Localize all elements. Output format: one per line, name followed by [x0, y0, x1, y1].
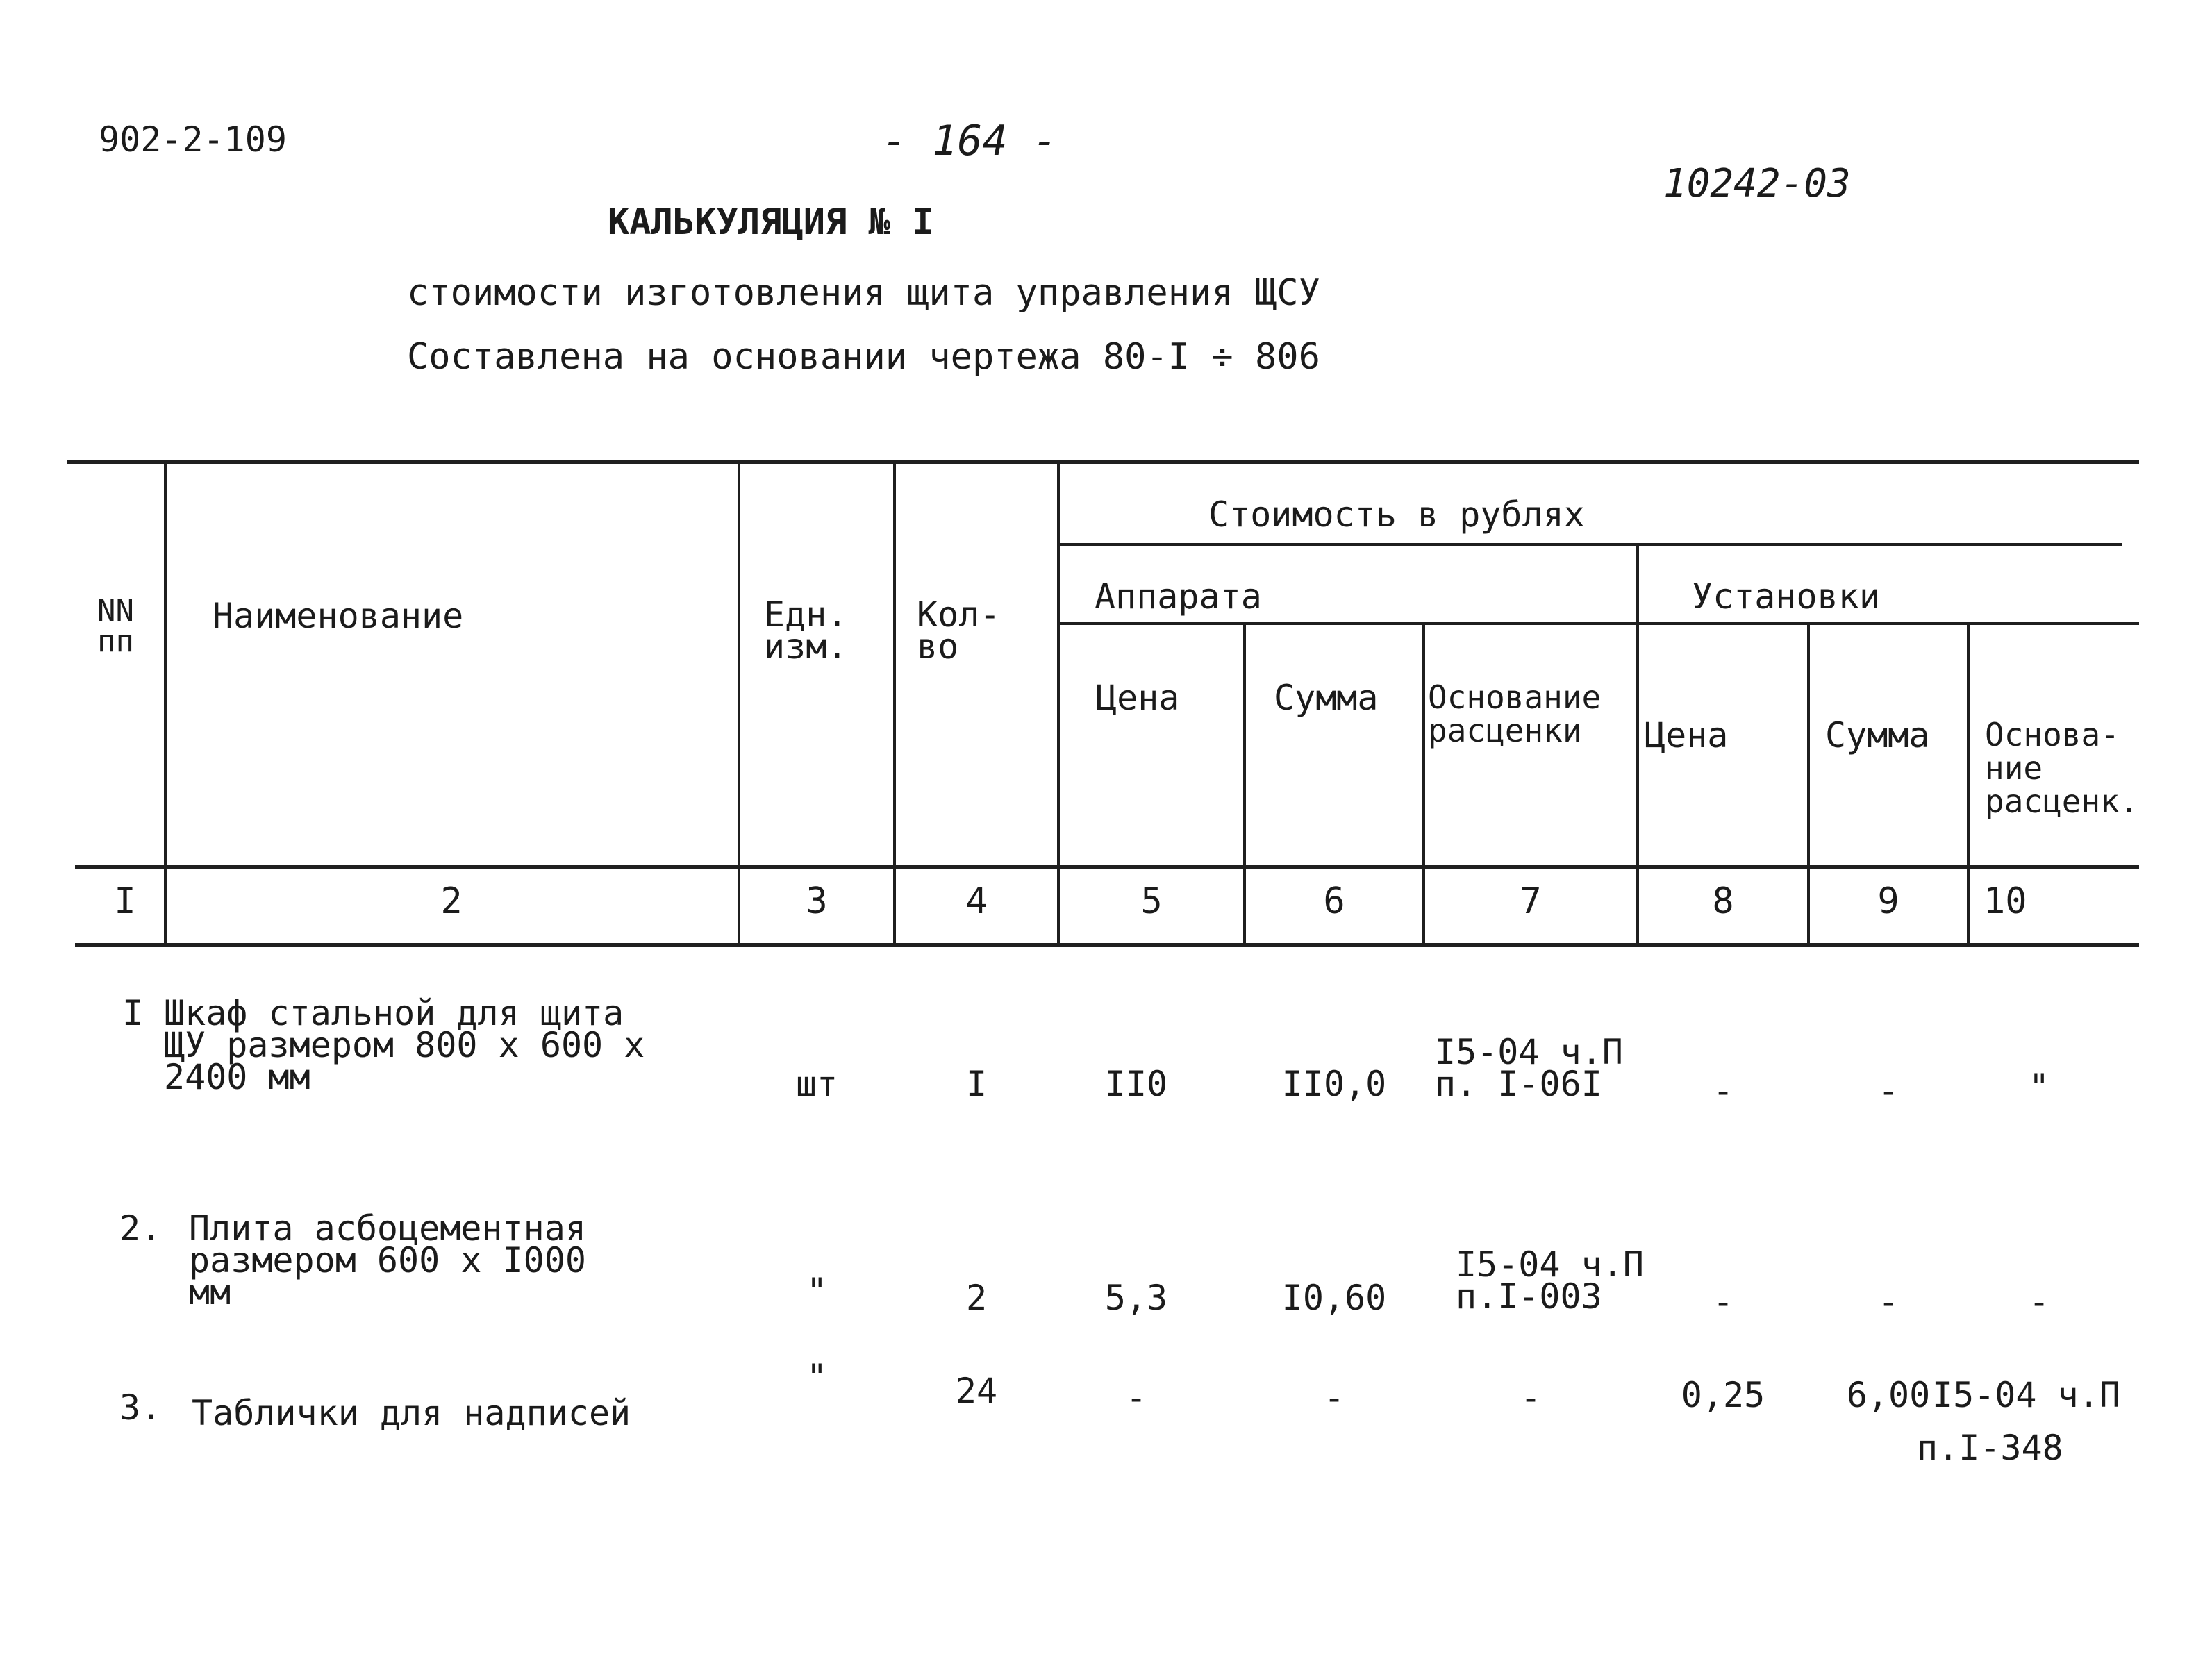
- header-bottom-border: [75, 865, 2139, 869]
- row-name-line: ЩУ размером 800 х 600 х: [164, 1025, 645, 1065]
- row-unit: ": [806, 1271, 828, 1311]
- row-inst-price: -: [1712, 1071, 1734, 1111]
- row-app-price: 5,3: [1104, 1278, 1168, 1318]
- header-inst-sum: Сумма: [1825, 715, 1930, 756]
- col-divider-1: [164, 460, 167, 946]
- row-name-line: Таблички для надписей: [192, 1393, 631, 1433]
- row-name-line: размером 600 х I000: [189, 1240, 586, 1280]
- row-app-basis-line: п.I-003: [1456, 1276, 1602, 1317]
- header-apparatus: Аппарата: [1095, 576, 1262, 617]
- row-app-price: -: [1125, 1378, 1147, 1418]
- column-number: 6: [1323, 881, 1345, 922]
- row-unit: шт: [795, 1064, 838, 1104]
- col-divider-2: [738, 460, 740, 946]
- row-app-basis: -: [1520, 1378, 1542, 1418]
- header-inst-price: Цена: [1645, 715, 1729, 756]
- row-app-price: II0: [1104, 1064, 1168, 1104]
- row-app-basis-line: I5-04 ч.П: [1456, 1244, 1644, 1285]
- row-inst-basis: -: [2028, 1282, 2050, 1322]
- header-name: Наименование: [213, 596, 464, 636]
- row-inst-sum: 6,00: [1846, 1375, 1931, 1415]
- row-app-basis-line: I5-04 ч.П: [1435, 1032, 1623, 1072]
- col-divider-4: [1057, 460, 1060, 946]
- cost-group-divider: [1058, 543, 2122, 546]
- row-app-sum: II0,0: [1281, 1064, 1387, 1104]
- column-number: I: [114, 881, 136, 922]
- header-inst-basis: Основа- ние расценк.: [1985, 716, 2139, 820]
- row-name-line: 2400 мм: [164, 1057, 310, 1097]
- column-number: 2: [440, 881, 463, 922]
- col-divider-3: [893, 460, 896, 946]
- column-number: 9: [1877, 881, 1899, 922]
- row-num: 2.: [119, 1208, 162, 1249]
- header-app-price: Цена: [1096, 678, 1180, 718]
- header-unit: Едн. изм.: [764, 594, 848, 667]
- column-number: 3: [806, 881, 828, 922]
- page-number: - 164 -: [882, 117, 1058, 165]
- row-inst-sum: -: [1877, 1282, 1899, 1322]
- row-qty: 2: [965, 1278, 988, 1318]
- row-app-basis-line: п. I-06I: [1435, 1064, 1602, 1104]
- row-unit: ": [806, 1357, 828, 1397]
- row-qty: 24: [955, 1371, 998, 1411]
- row-inst-basis-line: п.I-348: [1917, 1428, 2063, 1468]
- row-name-line: Плита асбоцементная: [189, 1208, 586, 1249]
- column-number: 4: [965, 881, 988, 922]
- row-name-line: Шкаф стальной для щита: [164, 993, 624, 1033]
- row-app-sum: -: [1323, 1378, 1345, 1418]
- header-cost-group: Стоимость в рублях: [1208, 494, 1585, 535]
- row-qty: I: [965, 1064, 988, 1104]
- column-number: 8: [1712, 881, 1734, 922]
- table-top-border: [67, 460, 2139, 464]
- basis-line: Составлена на основании чертежа 80-I ÷ 806: [407, 336, 1320, 378]
- page-title: КАЛЬКУЛЯЦИЯ № I: [608, 201, 934, 243]
- inventory-number: 10242-03: [1663, 161, 1851, 206]
- column-number: 10: [1984, 881, 2027, 922]
- header-num: NN пп: [97, 593, 134, 659]
- row-name-line: мм: [189, 1272, 231, 1312]
- row-num: I: [122, 993, 144, 1033]
- row-inst-price: 0,25: [1681, 1375, 1765, 1415]
- column-number: 5: [1140, 881, 1163, 922]
- row-inst-sum: -: [1877, 1071, 1899, 1111]
- colnum-bottom-border: [75, 943, 2139, 947]
- document-code: 902-2-109: [99, 119, 287, 160]
- header-qty: Кол- во: [917, 594, 1001, 667]
- row-num: 3.: [119, 1387, 162, 1428]
- row-inst-basis-line: I5-04 ч.П: [1932, 1375, 2120, 1415]
- page-subtitle: стоимости изготовления щита управления ЩСУ: [407, 272, 1320, 314]
- header-app-basis: Основание расценки: [1428, 678, 1602, 749]
- column-number: 7: [1520, 881, 1542, 922]
- header-app-sum: Сумма: [1274, 678, 1379, 718]
- row-app-sum: I0,60: [1281, 1278, 1387, 1318]
- row-inst-basis: ": [2028, 1067, 2050, 1107]
- subgroup-divider: [1058, 622, 2139, 625]
- row-inst-price: -: [1712, 1282, 1734, 1322]
- header-installation: Установки: [1692, 576, 1880, 617]
